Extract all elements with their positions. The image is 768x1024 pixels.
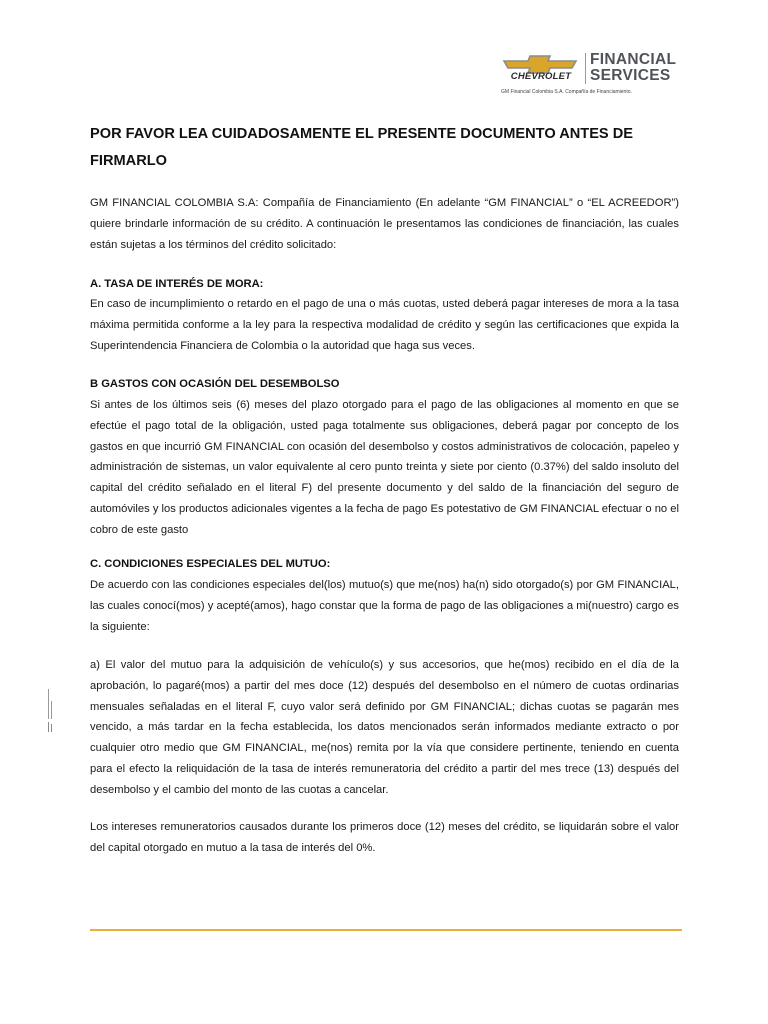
section-b-heading: B GASTOS CON OCASIÓN DEL DESEMBOLSO [90,378,340,390]
chevrolet-financial-services-logo [498,50,698,100]
brand-wordmark: CHEVROLET [510,71,572,82]
section-a-body: En caso de incumplimiento o retardo en el pago de una o más cuotas, usted deberá pagar intereses de mora a la tasa máxima permitida conforme a la ley para la respectiva modalidad de crédito y según las certificaciones que expida la Superintendencia Financiera de Colombia o la autoridad que haga sus veces. [90,298,679,352]
intro-paragraph: GM FINANCIAL COLOMBIA S.A: Compañía de Financiamiento (En adelante “GM FINANCIAL” o “EL ACREEDOR”) quiere brindarle información de su crédito. A continuación le presentamos las condiciones de financiación, las cuales están sujetas a los términos del crédito solicitado: [90,197,679,251]
division-name-line1: FINANCIAL [590,51,677,68]
side-code-microtext-icon [47,686,55,732]
company-tagline: GM Financial Colombia S.A. Compañía de Financiamiento. [501,89,632,95]
section-c-body: De acuerdo con las condiciones especiales del(los) mutuo(s) que me(nos) ha(n) sido otorgado(s) por GM FINANCIAL, las cuales conocí(mos) y acepté(amos), hago constar que la forma de pago de las obligaciones a mi(nuestro) cargo es la siguiente: [90,579,679,633]
document-title: POR FAVOR LEA CUIDADOSAMENTE EL PRESENTE DOCUMENTO ANTES DE FIRMARLO [90,126,633,169]
section-b-body: Si antes de los últimos seis (6) meses del plazo otorgado para el pago de las obligaciones al momento en que se efectúe el pago total de la obligación, usted paga totalmente sus obligaciones, deberá pagar por concepto de los gastos en que incurrió GM FINANCIAL con ocasión del desembolso y costos administrativos de colocación, papeleo y administración de sistemas, un valor equivalente al cero punto treinta y siete por ciento (0.37%) del saldo insoluto del capital del crédito señalado en el literal F) del presente documento y del saldo de la financiación del seguro de automóviles y los productos adicionales vigentes a la fecha de pago Es potestativo de GM FINANCIAL efectuar o no el cobro de este gasto [90,399,679,536]
side-margin-code [47,686,55,732]
division-name-line2: SERVICES [590,67,671,84]
footer-rule [90,929,682,931]
section-c-interest-note: Los intereses remuneratorios causados durante los primeros doce (12) meses del crédito, se liquidarán sobre el valor del capital otorgado en mutuo a la tasa de interés del 0%. [90,821,679,854]
section-c-heading: C. CONDICIONES ESPECIALES DEL MUTUO: [90,558,331,570]
section-c-item-a: a) El valor del mutuo para la adquisición de vehículo(s) y sus accesorios, que he(mos) recibido en el día de la aprobación, lo pagaré(mos) a partir del mes doce (12) después del desembolso en el número de cuotas ordinarias mensuales señaladas en el literal F, cuyo valor será definido por GM FINANCIAL; dichas cuotas se pagarán mes vencido, a más tardar en la fecha establecida, los datos mencionados serán informados mediante extracto o por cualquier otro medio que GM FINANCIAL, me(nos) remita por la vía que considere pertinente, teniendo en cuenta para el efecto la reliquidación de la tasa de interés remuneratoria del crédito a partir del mes trece (13) después del desembolso y el cambio del monto de las cuotas a cancelar. [90,659,679,796]
section-a-heading: A. TASA DE INTERÉS DE MORA: [90,278,264,290]
logo-divider [585,53,586,84]
